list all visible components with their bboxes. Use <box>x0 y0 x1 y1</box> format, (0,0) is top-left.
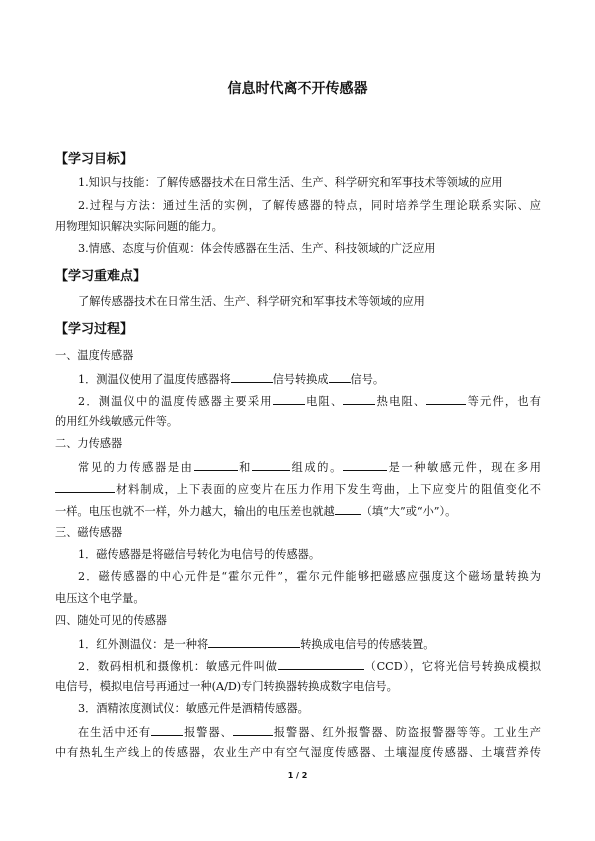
everyday-q4: 在生活中还有 报警器、 报警器、红外报警器、防盗报警器等等。工业生产 <box>78 726 541 739</box>
answer-blank[interactable] <box>55 481 115 493</box>
magnetic-q2: 2．磁传感器的中心元件是“霍尔元件”，霍尔元件能够把磁感应强度这个磁场量转换为 <box>78 570 541 583</box>
answer-blank[interactable] <box>329 371 351 383</box>
force-line-1: 常见的力传感器是由 和 组成的。 是一种敏感元件，现在多用 <box>78 461 541 474</box>
heading-temperature-sensor: 一、温度传感器 <box>55 349 134 362</box>
answer-blank[interactable] <box>233 724 273 736</box>
temperature-q1: 1．测温仪使用了温度传感器将 信号转换成 信号。 <box>78 373 385 386</box>
answer-blank[interactable] <box>426 393 466 405</box>
section-heading-keypoints: 【学习重难点】 <box>55 269 147 284</box>
force-line-3: 一样。电压也就不一样，外力越大，输出的电压差也就越 （填“大”或“小”）。 <box>55 505 457 518</box>
answer-blank[interactable] <box>335 503 361 515</box>
goal-3: 3.情感、态度与价值观：体会传感器在生活、生产、科技领域的广泛应用 <box>78 242 436 255</box>
goal-1: 1.知识与技能：了解传感器技术在日常生活、生产、科学研究和军事技术等领域的应用 <box>78 176 503 189</box>
page-number: 1 / 2 <box>287 771 308 780</box>
answer-blank[interactable] <box>273 393 305 405</box>
answer-blank[interactable] <box>194 459 238 471</box>
goal-2-line-2: 用物理知识解决实际问题的能力。 <box>55 220 223 233</box>
magnetic-q2-cont: 电压这个电学量。 <box>55 592 145 605</box>
heading-magnetic-sensor: 三、磁传感器 <box>55 526 123 539</box>
answer-blank[interactable] <box>252 459 290 471</box>
section-heading-goals: 【学习目标】 <box>55 152 134 167</box>
answer-blank[interactable] <box>231 371 273 383</box>
force-line-2: 材料制成，上下表面的应变片在压力作用下发生弯曲，上下应变片的阻值变化不 <box>55 481 541 497</box>
goal-2-line-1: 2.过程与方法：通过生活的实例，了解传感器的特点，同时培养学生理论联系实际、应 <box>78 199 541 212</box>
section-heading-process: 【学习过程】 <box>55 322 134 337</box>
answer-blank[interactable] <box>343 393 375 405</box>
answer-blank[interactable] <box>151 724 183 736</box>
everyday-q2-cont: 电信号，模拟电信号再通过一种(A/D)专门转换器转换成数字电信号。 <box>55 680 398 693</box>
heading-everyday-sensors: 四、随处可见的传感器 <box>55 614 167 627</box>
answer-blank[interactable] <box>278 658 364 670</box>
temperature-q2: 2．测温仪中的温度传感器主要采用 电阻、 热电阻、 等元件，也有 <box>78 395 541 408</box>
heading-force-sensor: 二、力传感器 <box>55 437 123 450</box>
keypoint-1: 了解传感器技术在日常生活、生产、科学研究和军事技术等领域的应用 <box>78 295 425 308</box>
temperature-q2-cont: 的用红外线敏感元件等。 <box>55 415 179 428</box>
everyday-q2: 2．数码相机和摄像机：敏感元件叫做 （CCD），它将光信号转换成模拟 <box>78 660 541 673</box>
everyday-q3: 3．酒精浓度测试仪：敏感元件是酒精传感器。 <box>78 702 309 715</box>
everyday-q1: 1．红外测温仪：是一种将 转换成电信号的传感装置。 <box>78 638 435 651</box>
page-title: 信息时代离不开传感器 <box>227 81 368 97</box>
everyday-q4-cont: 中有热轧生产线上的传感器，农业生产中有空气湿度传感器、土壤湿度传感器、土壤营养传 <box>55 746 541 759</box>
answer-blank[interactable] <box>343 459 387 471</box>
answer-blank[interactable] <box>208 636 300 648</box>
magnetic-q1: 1．磁传感器是将磁信号转化为电信号的传感器。 <box>78 548 321 561</box>
